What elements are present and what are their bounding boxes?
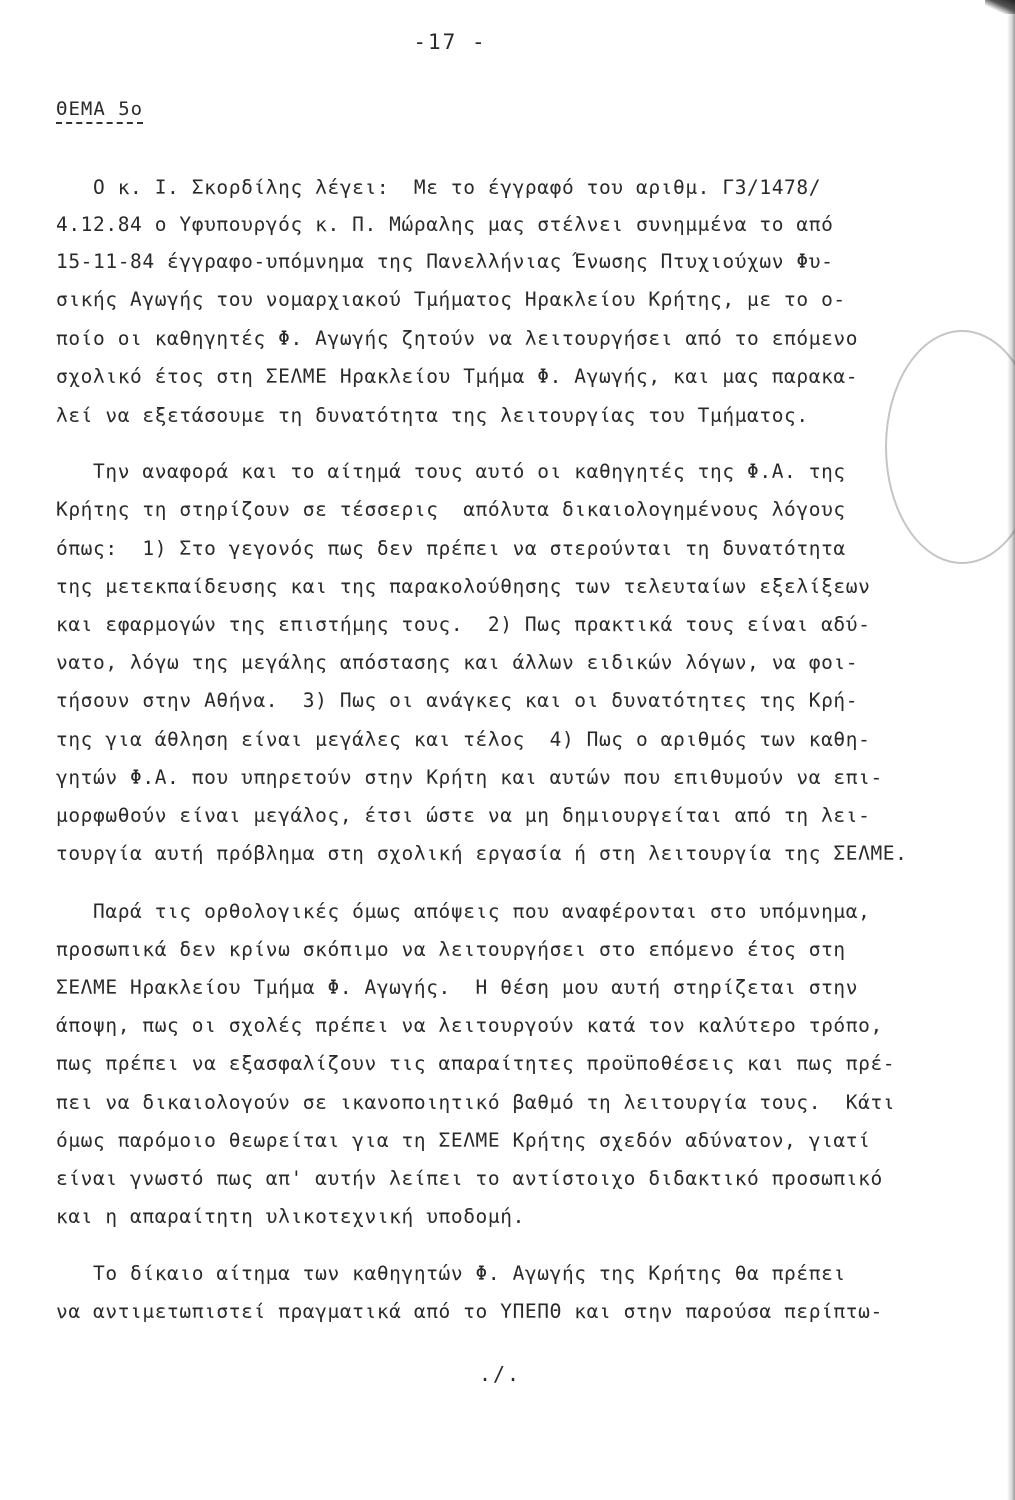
text-line: Την αναφορά και το αίτημά τους αυτό οι καθηγητές της Φ.Α. της <box>56 460 846 483</box>
text-line: Κρήτης τη στηρίζουν σε τέσσερις απόλυτα δικαιολογημένους λόγους <box>56 498 846 521</box>
text-line: της μετεκπαίδευσης και της παρακολούθησης των τελευταίων εξελίξεων <box>56 575 871 598</box>
text-line: γητών Φ.Α. που υπηρετούν στην Κρήτη και αυτών που επιθυμούν να επι- <box>56 766 883 789</box>
text-line: Παρά τις ορθολογικές όμως απόψεις που αναφέρονται στο υπόμνημα, <box>56 900 871 923</box>
text-line: άποψη, πως οι σχολές πρέπει να λειτουργούν κατά τον καλύτερο τρόπο, <box>56 1014 883 1037</box>
section-heading: ΘΕΜΑ 5ο <box>56 98 143 124</box>
text-line: Ο κ. Ι. Σκορδίλης λέγει: Με το έγγραφό του αριθμ. Γ3/1478/ <box>56 176 822 199</box>
text-line: και εφαρμογών της επιστήμης τους. 2) Πως πρακτικά τους είναι αδύ- <box>56 613 871 636</box>
text-line: πει να δικαιολογούν σε ικανοποιητικό βαθμό τη λειτουργία τους. Κάτι <box>56 1091 896 1114</box>
page-edge-shadow <box>1007 0 1015 1500</box>
text-line: της για άθληση είναι μεγάλες και τέλος 4) Πως ο αριθμός των καθη- <box>56 728 871 751</box>
text-line: προσωπικά δεν κρίνω σκόπιμο να λειτουργήσει στο επόμενο έτος στη <box>56 938 846 961</box>
text-line: 15-11-84 έγγραφο-υπόμνημα της Πανελλήνιας Ένωσης Πτυχιούχων Φυ- <box>56 250 834 273</box>
text-line: όμως παρόμοιο θεωρείται για τη ΣΕΛΜΕ Κρήτης σχεδόν αδύνατον, γιατί <box>56 1129 871 1152</box>
faint-stamp <box>885 330 1015 564</box>
text-line: και η απαραίτητη υλικοτεχνική υποδομή. <box>56 1205 525 1228</box>
text-line: ποίο οι καθηγητές Φ. Αγωγής ζητούν να λειτουργήσει από το επόμενο <box>56 327 859 350</box>
text-line: 4.12.84 ο Υφυπουργός κ. Π. Μώραλης μας στέλνει συνημμένα το από <box>56 213 834 236</box>
text-line: νατο, λόγω της μεγάλης απόστασης και άλλων ειδικών λόγων, να φοι- <box>56 651 859 674</box>
text-line: λεί να εξετάσουμε τη δυνατότητα της λειτουργίας του Τμήματος. <box>56 404 809 427</box>
text-line: πως πρέπει να εξασφαλίζουν τις απαραίτητες προϋποθέσεις και πως πρέ- <box>56 1052 896 1075</box>
text-line: σχολικό έτος στη ΣΕΛΜΕ Ηρακλείου Τμήμα Φ. Αγωγής, και μας παρακα- <box>56 365 859 388</box>
page-number: -17 - <box>413 30 487 54</box>
continuation-mark: ./. <box>478 1362 522 1386</box>
text-line: όπως: 1) Στο γεγονός πως δεν πρέπει να στερούνται τη δυνατότητα <box>56 537 846 560</box>
text-line: είναι γνωστό πως απ' αυτήν λείπει το αντίστοιχο διδακτικό προσωπικό <box>56 1167 883 1190</box>
text-line: Το δίκαιο αίτημα των καθηγητών Φ. Αγωγής της Κρήτης θα πρέπει <box>56 1262 846 1285</box>
text-line: μορφωθούν είναι μεγάλος, έτσι ώστε να μη δημιουργείται από τη λει- <box>56 804 871 827</box>
text-line: να αντιμετωπιστεί πραγματικά από το ΥΠΕΠΘ και στην παρούσα περίπτω- <box>56 1300 883 1323</box>
text-line: τήσουν στην Αθήνα. 3) Πως οι ανάγκες και οι δυνατότητες της Κρή- <box>56 689 859 712</box>
scan-corner-mark <box>985 0 1015 14</box>
text-line: τουργία αυτή πρόβλημα στη σχολική εργασία ή στη λειτουργία της ΣΕΛΜΕ. <box>56 842 908 865</box>
text-line: σικής Αγωγής του νομαρχιακού Τμήματος Ηρακλείου Κρήτης, με το ο- <box>56 288 846 311</box>
text-line: ΣΕΛΜΕ Ηρακλείου Τμήμα Φ. Αγωγής. Η θέση μου αυτή στηρίζεται στην <box>56 976 859 999</box>
